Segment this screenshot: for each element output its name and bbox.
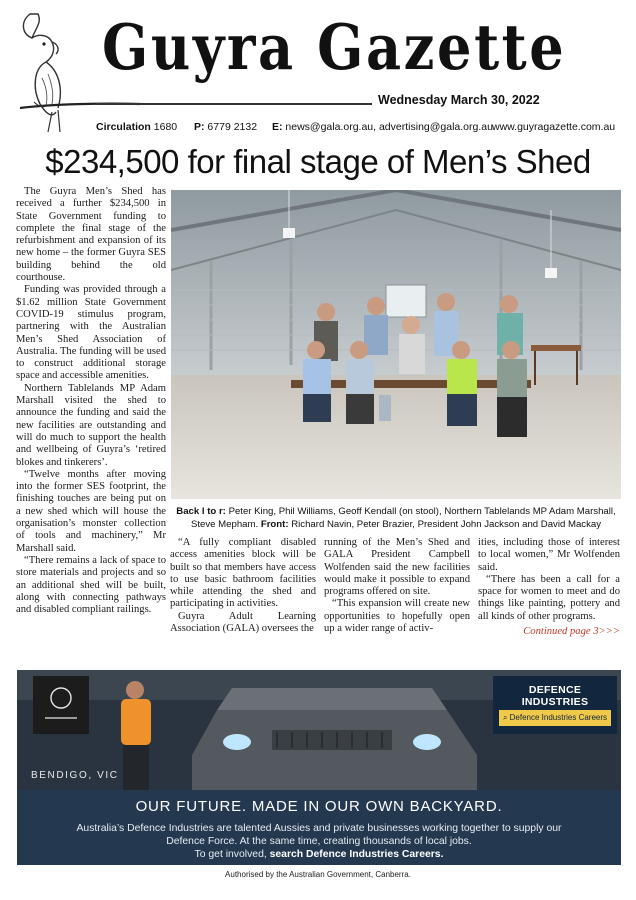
paragraph: Funding was provided through a $1.62 million State Government COVID-19 stimulus program, partnering with the Australian Men’s Shed Association of Australia. The funding will be used to construct additional storage space and accessible amenities. [16,284,166,382]
article-left-column [16,186,166,616]
newspaper-title: Guyra Gazette [102,10,567,84]
circulation: Circulation 1680 [96,121,178,133]
article-column-2 [170,537,316,635]
article-column-3 [324,537,470,635]
article-column-4 [478,537,620,638]
email-addresses: E: news@gala.org.au, advertising@gala.org.au [272,121,493,133]
paragraph: running of the Men’s Shed and GALA President Campbell Wolfenden said the new facilities would make it possible to expand programs offered on site. [324,537,470,598]
continued-link[interactable]: Continued page 3>>> [523,626,620,638]
article-headline: $234,500 for final stage of Men’s Shed [45,143,591,180]
search-icon: ⌕ [502,713,508,722]
ad-headline: OUR FUTURE. MADE IN OUR OWN BACKYARD. [135,798,503,815]
paragraph: Northern Tablelands MP Adam Marshall visited the shed to announce the funding and said the new facilities are outstanding and will do much to support the health and wellbeing of Guyra’s ‘retired blokes and tinkerers’. [16,382,166,468]
ad-search-tag[interactable]: ⌕ Defence Industries Careers [499,710,611,726]
ad-brand: DEFENCE INDUSTRIES [521,684,589,708]
paragraph: The Guyra Men’s Shed has received a further $234,500 in State Government funding to complete the final stage of the refurbishment and expansion of its new home – the former Guyra SES building behind the old courthouse. [16,186,166,284]
mens-shed-group-photo [171,190,621,499]
ad-location: BENDIGO, VIC [31,770,119,781]
phone: P: 6779 2132 [194,121,258,133]
shed-interior-photo-illustration [171,190,621,499]
masthead [0,0,636,140]
ad-text-band [17,790,621,865]
paragraph: “Twelve months after moving into the former SES footprint, the finishing touches are being put on a new shed which will house the organisation’s monster collection of tools and machinery,” Mr Marshall said. [16,468,166,554]
paragraph: ities, including those of interest to local women,” Mr Wolfenden said. [478,537,620,573]
paragraph: Guyra Adult Learning Association (GALA) oversees the [170,610,316,635]
paragraph: “There remains a lack of space to store materials and projects and so an additional shed will be built, along with connecting pathways and disabled compliant railings. [16,554,166,616]
website-link[interactable]: www.guyragazette.com.au [492,121,616,133]
ad-body: Australia’s Defence Industries are talented Aussies and private businesses working together to supply our Defence Force. At the same time, creating thousands of local jobs. To get involved, search Defence Industries Careers. [76,823,562,860]
ad-cta[interactable]: search Defence Industries Careers. [269,849,444,860]
ad-photo-area [17,670,621,790]
photo-caption: Back l to r: Peter King, Phil Williams, Geoff Kendall (on stool), Northern Tablelands MP Adam Marshall, Steve Mepham. Front: Richard Navin, Peter Brazier, President John Jackson and David Mackay [176,506,616,530]
paragraph: “This expansion will create new opportunities to hopefully open up a wider range of activ- [324,598,470,635]
paragraph: “There has been a call for a space for women to meet and do things like painting, pottery and all kinds of other programs. [478,573,620,622]
authorisation-notice: Authorised by the Australian Government, Canberra. [225,870,411,879]
defence-industries-logo [493,676,617,734]
paragraph: “A fully compliant disabled access amenities block will be built so that members have access to use basic bathroom facilities while attending the shed and participating in activities. [170,537,316,610]
defence-industries-advertisement[interactable] [17,670,621,865]
masthead-rule [96,103,372,105]
publication-date: Wednesday March 30, 2022 [378,93,540,107]
